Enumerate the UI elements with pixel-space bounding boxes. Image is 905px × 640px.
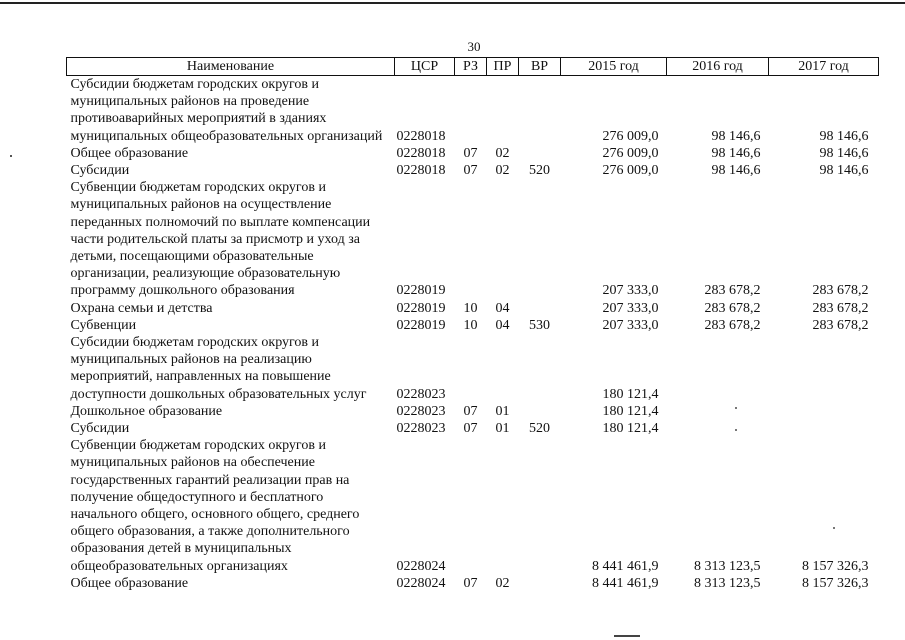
cell-name: Охрана семьи и детства — [70, 300, 213, 316]
column-header-vr: ВР — [519, 58, 561, 76]
cell-vr — [519, 437, 561, 575]
cell-csr: 0228018 — [396, 128, 446, 144]
cell-vr: 520 — [529, 421, 550, 437]
cell-rz: 07 — [463, 575, 478, 591]
cell-2017 — [769, 420, 879, 437]
cell-vr — [519, 145, 561, 162]
cell-2016: 8 313 123,5 — [694, 575, 761, 591]
cell-name: Субсидии бюджетам городских округов и муниципальных районов на реализацию мероприятий, направленных на повышение доступности дошкольных образовательных услуг — [70, 335, 367, 402]
cell-csr: 0228023 — [396, 386, 446, 402]
column-header-name: Наименование — [67, 58, 395, 76]
cell-2017: 283 678,2 — [812, 283, 869, 299]
top-rule — [0, 2, 905, 4]
cell-pr: 01 — [495, 421, 510, 437]
cell-2016: 283 678,2 — [704, 317, 761, 333]
cell-pr — [487, 437, 519, 575]
cell-2016: 8 313 123,5 — [694, 558, 761, 574]
table-row — [67, 420, 879, 437]
budget-table — [66, 57, 879, 592]
page-number: 30 — [467, 39, 481, 54]
cell-pr: 04 — [495, 300, 510, 316]
cell-csr: 0228023 — [396, 421, 446, 437]
cell-2015: 207 333,0 — [602, 283, 659, 299]
column-header-2017: 2017 год — [769, 58, 879, 76]
cell-rz — [455, 76, 487, 145]
cell-rz — [455, 334, 487, 403]
table-body — [67, 76, 879, 593]
cell-name: Субсидии бюджетам городских округов и муниципальных районов на проведение противоаварийных мероприятий в зданиях муниципальных общеобразовательных организаций — [70, 77, 383, 144]
cell-name: Общее образование — [70, 575, 189, 591]
table-row — [67, 179, 879, 299]
cell-vr — [519, 334, 561, 403]
cell-name: Субвенции бюджетам городских округов и муниципальных районов на обеспечение государственных гарантий реализации прав на получение общедоступного и бесплатного начального общего, основного общего, среднего общего образования, а также дополнительного образования детей в муниципальных общеобразовательных организациях — [70, 438, 360, 574]
table-row — [67, 334, 879, 403]
cell-2015: 180 121,4 — [602, 403, 659, 419]
cell-vr — [519, 403, 561, 420]
cell-csr: 0228019 — [396, 317, 446, 333]
table-row — [67, 575, 879, 592]
cell-name: Общее образование — [70, 145, 189, 161]
cell-name: Субсидии — [70, 421, 130, 437]
table-row — [67, 76, 879, 145]
cell-2016 — [667, 334, 769, 403]
cell-vr: 530 — [529, 317, 550, 333]
cell-2015: 276 009,0 — [602, 145, 659, 161]
cell-rz: 10 — [463, 300, 478, 316]
cell-pr: 02 — [495, 163, 510, 179]
table-header-row — [67, 58, 879, 76]
cell-csr: 0228019 — [396, 283, 446, 299]
column-header-pr: ПР — [487, 58, 519, 76]
scan-dot — [10, 155, 12, 157]
cell-pr: 02 — [495, 145, 510, 161]
cell-csr: 0228023 — [396, 403, 446, 419]
cell-rz: 10 — [463, 317, 478, 333]
cell-2015: 8 441 461,9 — [592, 558, 659, 574]
table-row — [67, 145, 879, 162]
cell-2016: 98 146,6 — [711, 145, 761, 161]
cell-vr — [519, 300, 561, 317]
cell-csr: 0228024 — [396, 558, 446, 574]
cell-2016: 98 146,6 — [711, 163, 761, 179]
cell-pr — [487, 76, 519, 145]
cell-pr: 01 — [495, 403, 510, 419]
cell-vr — [519, 179, 561, 299]
cell-2017: 283 678,2 — [812, 317, 869, 333]
scan-mark — [614, 635, 640, 637]
cell-2015: 207 333,0 — [602, 317, 659, 333]
cell-pr: 04 — [495, 317, 510, 333]
cell-rz: 07 — [463, 145, 478, 161]
cell-2015: 8 441 461,9 — [592, 575, 659, 591]
column-header-csr: ЦСР — [395, 58, 455, 76]
table-row — [67, 437, 879, 575]
cell-2015: 207 333,0 — [602, 300, 659, 316]
cell-pr — [487, 334, 519, 403]
table-row — [67, 317, 879, 334]
cell-name: Субвенции бюджетам городских округов и муниципальных районов на осуществление переданных полномочий по выплате компенсации части родительской платы за присмотр и уход за детьми, посещающими образовательные организации, реализующие образовательную программу дошкольного образования — [70, 180, 371, 299]
cell-vr — [519, 575, 561, 592]
cell-2017: 283 678,2 — [812, 300, 869, 316]
cell-name: Субсидии — [70, 163, 130, 179]
cell-2015: 180 121,4 — [602, 386, 659, 402]
column-header-rz: РЗ — [455, 58, 487, 76]
cell-rz — [455, 437, 487, 575]
cell-rz: 07 — [463, 421, 478, 437]
column-header-2015: 2015 год — [561, 58, 667, 76]
table-row — [67, 403, 879, 420]
cell-csr: 0228018 — [396, 145, 446, 161]
cell-name: Дошкольное образование — [70, 403, 223, 419]
cell-vr — [519, 76, 561, 145]
cell-2015: 180 121,4 — [602, 421, 659, 437]
cell-2015: 276 009,0 — [602, 128, 659, 144]
cell-rz — [455, 179, 487, 299]
cell-csr: 0228019 — [396, 300, 446, 316]
table-row — [67, 300, 879, 317]
cell-pr — [487, 179, 519, 299]
cell-2016 — [667, 420, 769, 437]
table-row — [67, 162, 879, 179]
cell-csr: 0228018 — [396, 163, 446, 179]
cell-pr: 02 — [495, 575, 510, 591]
cell-2017 — [769, 334, 879, 403]
cell-2016: 283 678,2 — [704, 300, 761, 316]
cell-2017 — [769, 403, 879, 420]
cell-2017: 98 146,6 — [819, 163, 869, 179]
cell-2017: 8 157 326,3 — [802, 575, 869, 591]
cell-rz: 07 — [463, 403, 478, 419]
cell-vr: 520 — [529, 163, 550, 179]
cell-2016 — [667, 403, 769, 420]
cell-name: Субвенции — [70, 317, 137, 333]
cell-2016: 98 146,6 — [711, 128, 761, 144]
cell-2017: 8 157 326,3 — [802, 558, 869, 574]
cell-rz: 07 — [463, 163, 478, 179]
column-header-2016: 2016 год — [667, 58, 769, 76]
cell-2017: 98 146,6 — [819, 128, 869, 144]
cell-2016: 283 678,2 — [704, 283, 761, 299]
cell-csr: 0228024 — [396, 575, 446, 591]
cell-2017: 98 146,6 — [819, 145, 869, 161]
cell-2015: 276 009,0 — [602, 163, 659, 179]
